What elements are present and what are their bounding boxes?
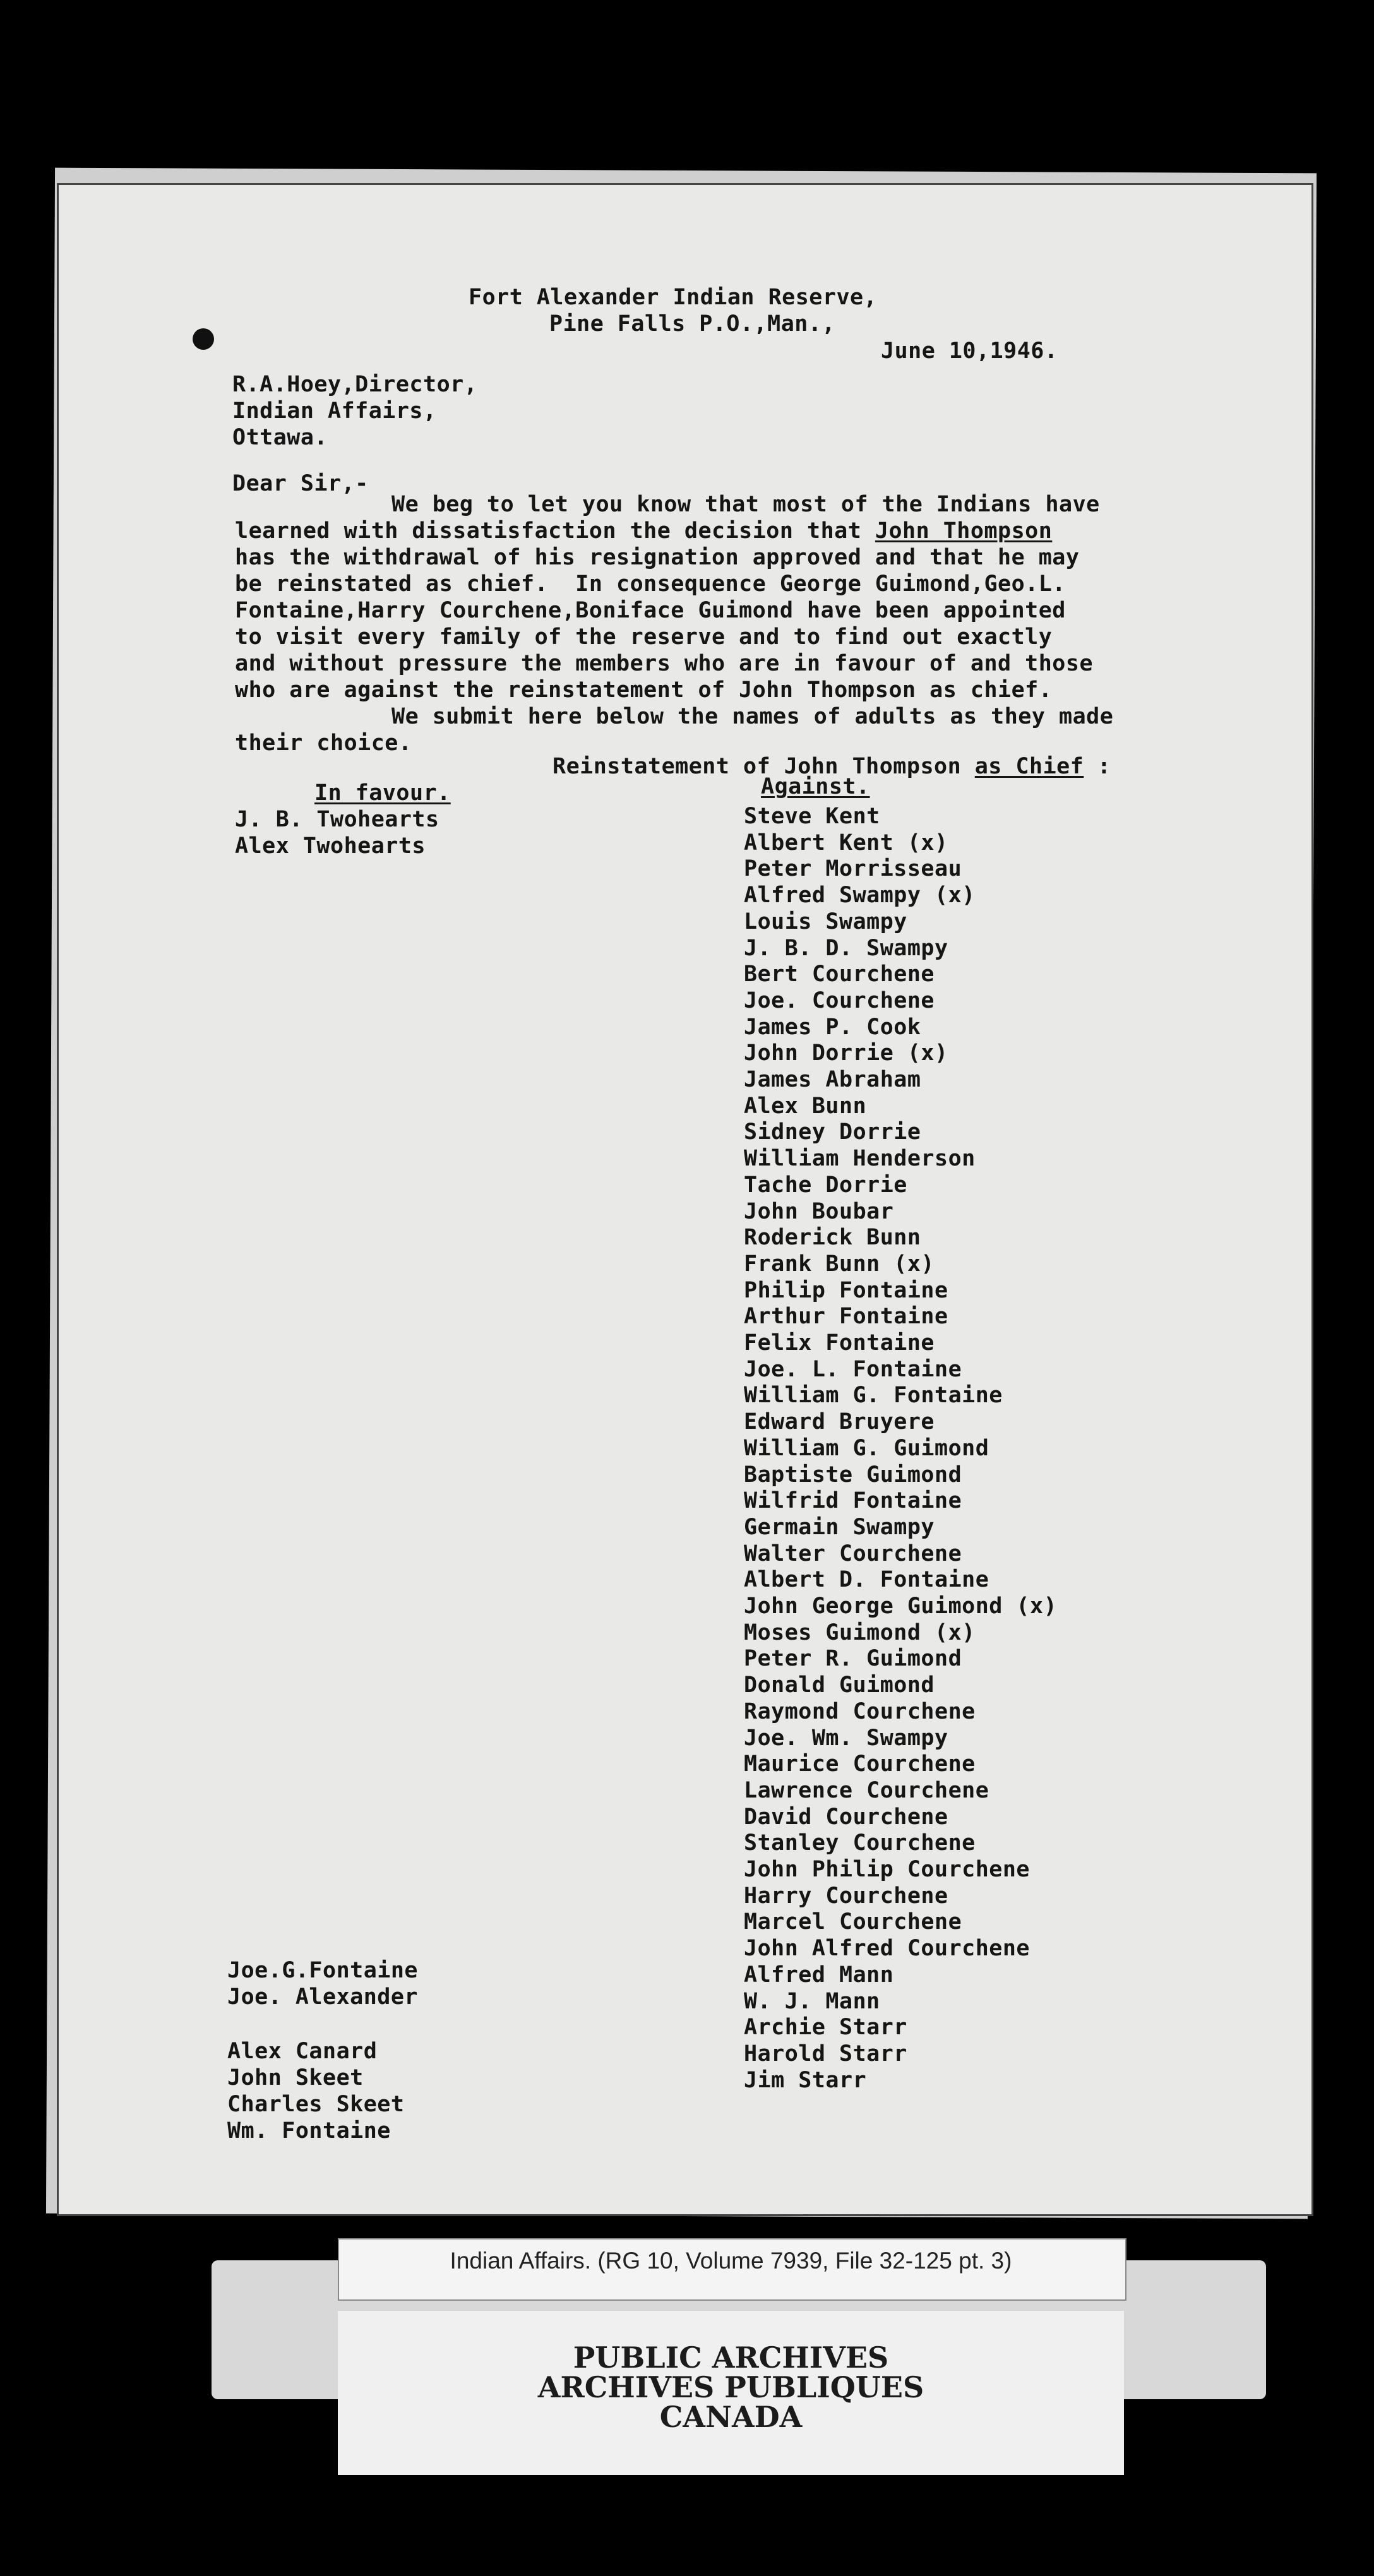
paragraph-1-line-4: be reinstated as chief. In consequence George Guimond,Geo.L.	[235, 571, 1066, 597]
archive-line-3: CANADA	[659, 2400, 803, 2434]
paragraph-2-line-1: We submit here below the names of adults as they made	[391, 704, 1114, 729]
paragraph-1-line-8: who are against the reinstatement of John Thompson as chief.	[235, 677, 1053, 703]
voter-name: David Courchene	[744, 1804, 948, 1830]
voter-name: Sidney Dorrie	[744, 1119, 921, 1145]
letter-date: June 10,1946.	[881, 338, 1058, 364]
voter-name: Wilfrid Fontaine	[744, 1488, 962, 1514]
in-favour-heading: In favour.	[314, 780, 451, 806]
voter-name: Felix Fontaine	[744, 1330, 935, 1356]
text-segment: learned with dissatisfaction the decision that	[235, 518, 875, 544]
voter-name: Peter Morrisseau	[744, 856, 962, 882]
voter-name: Arthur Fontaine	[744, 1304, 948, 1330]
paragraph-2-line-2: their choice.	[235, 730, 412, 756]
voter-name: Joe. Wm. Swampy	[744, 1725, 948, 1751]
recipient-line-2: Indian Affairs,	[232, 398, 437, 424]
voter-name: Bert Courchene	[744, 962, 935, 987]
paragraph-1-line-6: to visit every family of the reserve and to find out exactly	[235, 624, 1053, 650]
voter-name: J. B. Twohearts	[235, 807, 439, 832]
address-line-2: Pine Falls P.O.,Man.,	[549, 311, 836, 337]
underlined-name: John Thompson	[875, 518, 1053, 544]
voter-name: Germain Swampy	[744, 1514, 935, 1540]
archive-line-2: ARCHIVES PUBLIQUES	[537, 2370, 924, 2404]
voter-name: Lawrence Courchene	[744, 1777, 989, 1803]
voter-name: John Skeet	[227, 2065, 364, 2090]
voter-name: John Alfred Courchene	[744, 1936, 1030, 1962]
voter-name: Alex Canard	[227, 2039, 378, 2064]
voter-name: Frank Bunn (x)	[744, 1251, 935, 1277]
paragraph-1-line-7: and without pressure the members who are in favour of and those	[235, 651, 1094, 676]
voter-name: Roderick Bunn	[744, 1225, 921, 1251]
voter-name: James P. Cook	[744, 1014, 921, 1040]
voter-name: John Dorrie (x)	[744, 1041, 948, 1066]
voter-name: Walter Courchene	[744, 1541, 962, 1566]
voter-name: Wm. Fontaine	[227, 2118, 391, 2144]
voter-name: Archie Starr	[744, 2015, 907, 2041]
voter-name: Donald Guimond	[744, 1673, 935, 1698]
voter-name: William Henderson	[744, 1146, 976, 1172]
voter-name: Alex Twohearts	[235, 833, 426, 859]
voter-name: John Boubar	[744, 1198, 894, 1224]
voter-name: Harold Starr	[744, 2041, 907, 2066]
underlined-as-chief: as Chief	[974, 754, 1084, 779]
voter-name: W. J. Mann	[744, 1988, 880, 2014]
voter-name: Joe. Alexander	[227, 1984, 419, 2010]
voter-name: Edward Bruyere	[744, 1409, 935, 1435]
voter-name: Peter R. Guimond	[744, 1646, 962, 1672]
voter-name: Tache Dorrie	[744, 1172, 907, 1198]
voter-name: Stanley Courchene	[744, 1830, 976, 1856]
voter-name: Albert Kent (x)	[744, 830, 948, 856]
voter-name: Joe. Courchene	[744, 987, 935, 1013]
voter-name: William G. Guimond	[744, 1435, 989, 1461]
paragraph-1-line-5: Fontaine,Harry Courchene,Boniface Guimond have been appointed	[235, 598, 1066, 623]
voter-name: Moses Guimond (x)	[744, 1619, 976, 1645]
voter-name: Harry Courchene	[744, 1883, 948, 1909]
voter-name: Joe.G.Fontaine	[227, 1958, 419, 1983]
voter-name: Louis Swampy	[744, 909, 907, 934]
archive-reference: Indian Affairs. (RG 10, Volume 7939, File 32-125 pt. 3)	[450, 2248, 1012, 2274]
voter-name: Maurice Courchene	[744, 1751, 976, 1777]
voter-name: Albert D. Fontaine	[744, 1567, 989, 1593]
voter-name: Jim Starr	[744, 2067, 867, 2093]
voter-name: John Philip Courchene	[744, 1857, 1030, 1882]
voter-name: Alfred Mann	[744, 1962, 894, 1988]
voter-name: Raymond Courchene	[744, 1698, 976, 1724]
recipient-line-1: R.A.Hoey,Director,	[232, 372, 478, 397]
voter-name: James Abraham	[744, 1067, 921, 1092]
voter-name: John George Guimond (x)	[744, 1594, 1058, 1619]
voter-name: Philip Fontaine	[744, 1277, 948, 1303]
address-line-1: Fort Alexander Indian Reserve,	[469, 285, 878, 310]
salutation: Dear Sir,-	[232, 471, 369, 496]
paragraph-1-line-3: has the withdrawal of his resignation approved and that he may	[235, 545, 1080, 570]
voter-name: Baptiste Guimond	[744, 1462, 962, 1488]
punch-hole-mark	[193, 328, 214, 350]
paragraph-1-line-2	[235, 518, 1052, 544]
voter-name: William G. Fontaine	[744, 1383, 1003, 1409]
voter-name: Alfred Swampy (x)	[744, 883, 976, 909]
voter-name: Marcel Courchene	[744, 1909, 962, 1935]
voter-name: Steve Kent	[744, 804, 880, 829]
text-segment: Reinstatement of John Thompson	[553, 754, 975, 779]
voter-name: Joe. L. Fontaine	[744, 1356, 962, 1382]
text-segment: :	[1084, 754, 1111, 779]
voter-name: Alex Bunn	[744, 1093, 867, 1119]
recipient-line-3: Ottawa.	[232, 425, 328, 450]
archive-line-1: PUBLIC ARCHIVES	[573, 2340, 889, 2375]
voter-name: J. B. D. Swampy	[744, 935, 948, 961]
paragraph-1-line-1: We beg to let you know that most of the Indians have	[391, 492, 1100, 517]
voter-name: Charles Skeet	[227, 2092, 405, 2117]
against-heading: Against.	[761, 774, 870, 799]
